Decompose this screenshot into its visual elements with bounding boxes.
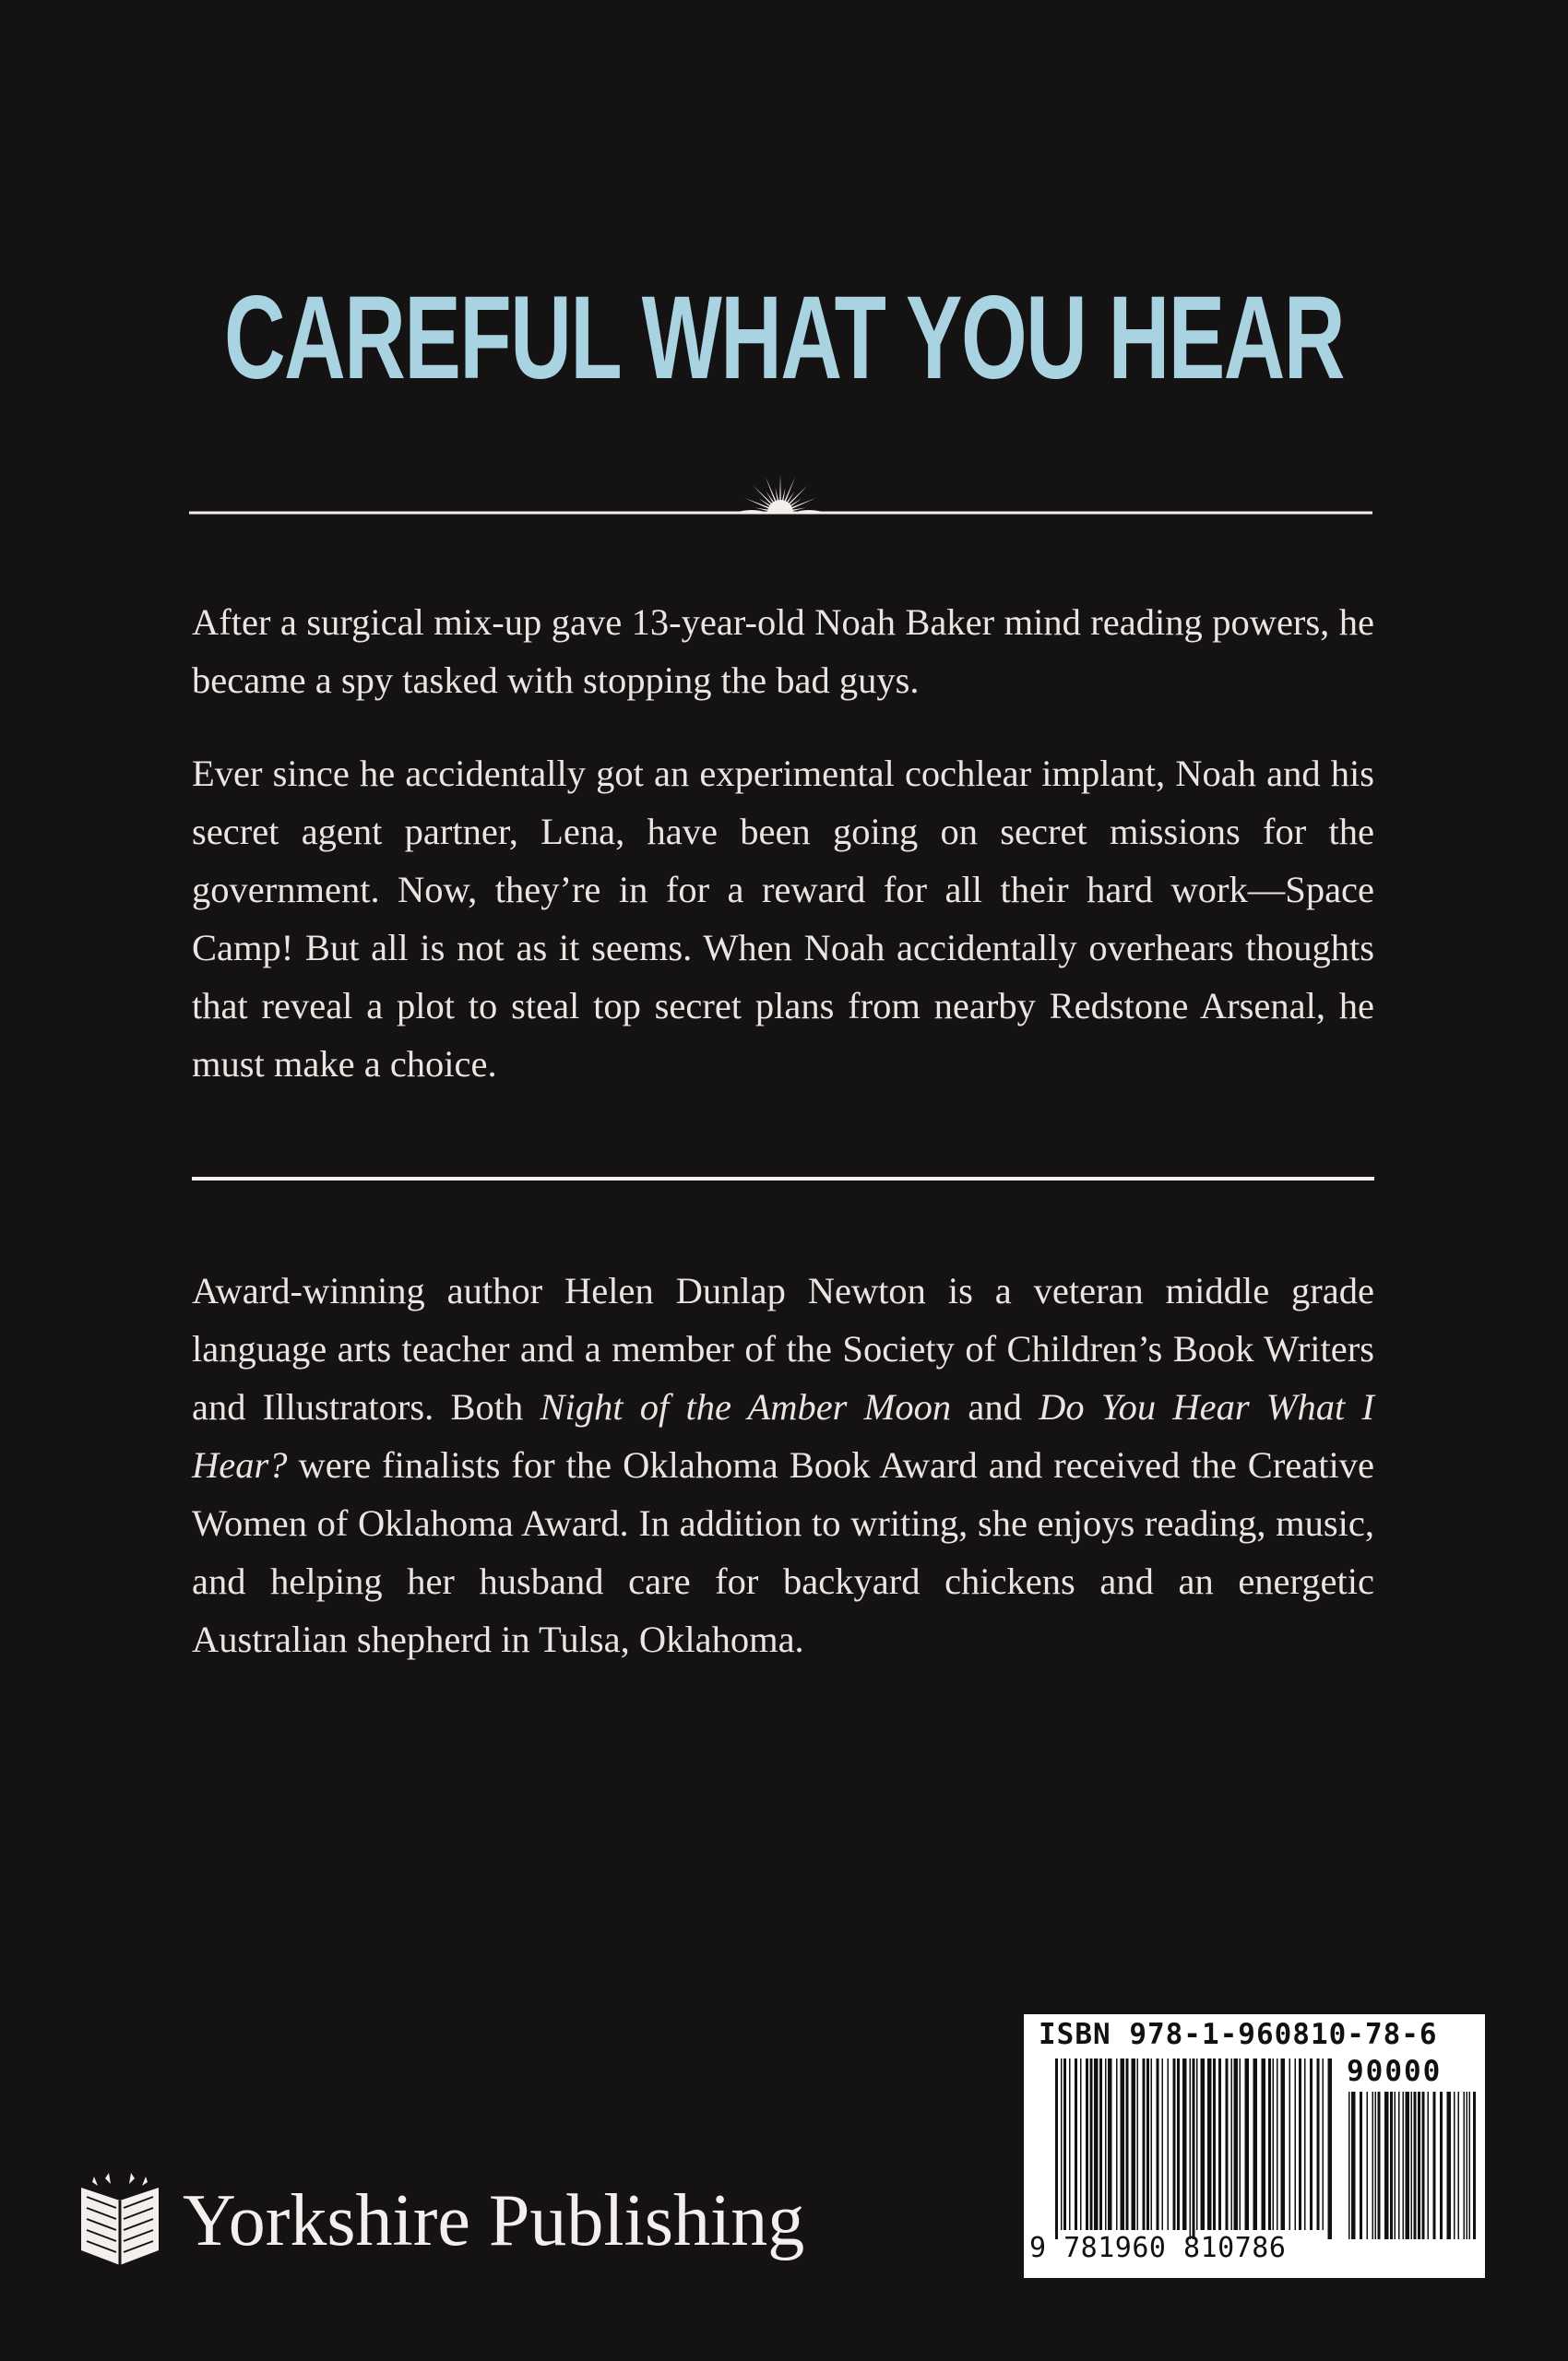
- bio-text-1: Award-winning author Helen Dunlap Newton is a veteran middle grade language arts teacher and a member of the Society of Children’s Book Writers and Illustrators. Both: [192, 1270, 1374, 1428]
- section-divider: [192, 1177, 1374, 1180]
- sunburst-divider: [189, 461, 1372, 522]
- barcode-digits: 9 781960 810786: [1029, 2232, 1287, 2264]
- publisher-brand: [76, 2169, 906, 2280]
- price-code: 90000: [1347, 2055, 1443, 2088]
- author-bio: [192, 1262, 1374, 1668]
- isbn-label: ISBN 978-1-960810-78-6: [1039, 2018, 1438, 2051]
- synopsis-paragraph-2: Ever since he accidentally got an experimental cochlear implant, Noah and his secret agent partner, Lena, have been going on secret missions for the government. Now, they’re in for a reward for all their hard work—Space Camp! But all is not as it seems. When Noah accidentally overhears thoughts that reveal a plot to steal top secret plans from nearby Redstone Arsenal, he must make a choice.: [192, 753, 1374, 1085]
- book-title-1: Night of the Amber Moon: [540, 1386, 952, 1428]
- sunburst-icon: [734, 474, 826, 514]
- isbn-barcode: [1024, 2014, 1485, 2278]
- bio-text-2: and: [951, 1386, 1039, 1428]
- publisher-name: Yorkshire Publishing: [183, 2180, 805, 2261]
- book-title: CAREFUL WHAT YOU HEAR: [224, 272, 1344, 404]
- synopsis-paragraph-1: After a surgical mix-up gave 13-year-old Noah Baker mind reading powers, he became a spy tasked with stopping the bad guys.: [192, 601, 1374, 701]
- book-title-2: Do You Hear What I Hear?: [192, 1386, 1375, 1486]
- bio-text-3: were finalists for the Oklahoma Book Award and received the Creative Women of Oklahoma Award. In addition to writing, she enjoys reading, music, and helping her husband care for backyard chickens and an energetic Australian shepherd in Tulsa, Oklahoma.: [192, 1444, 1374, 1660]
- open-book-icon: [76, 2173, 164, 2269]
